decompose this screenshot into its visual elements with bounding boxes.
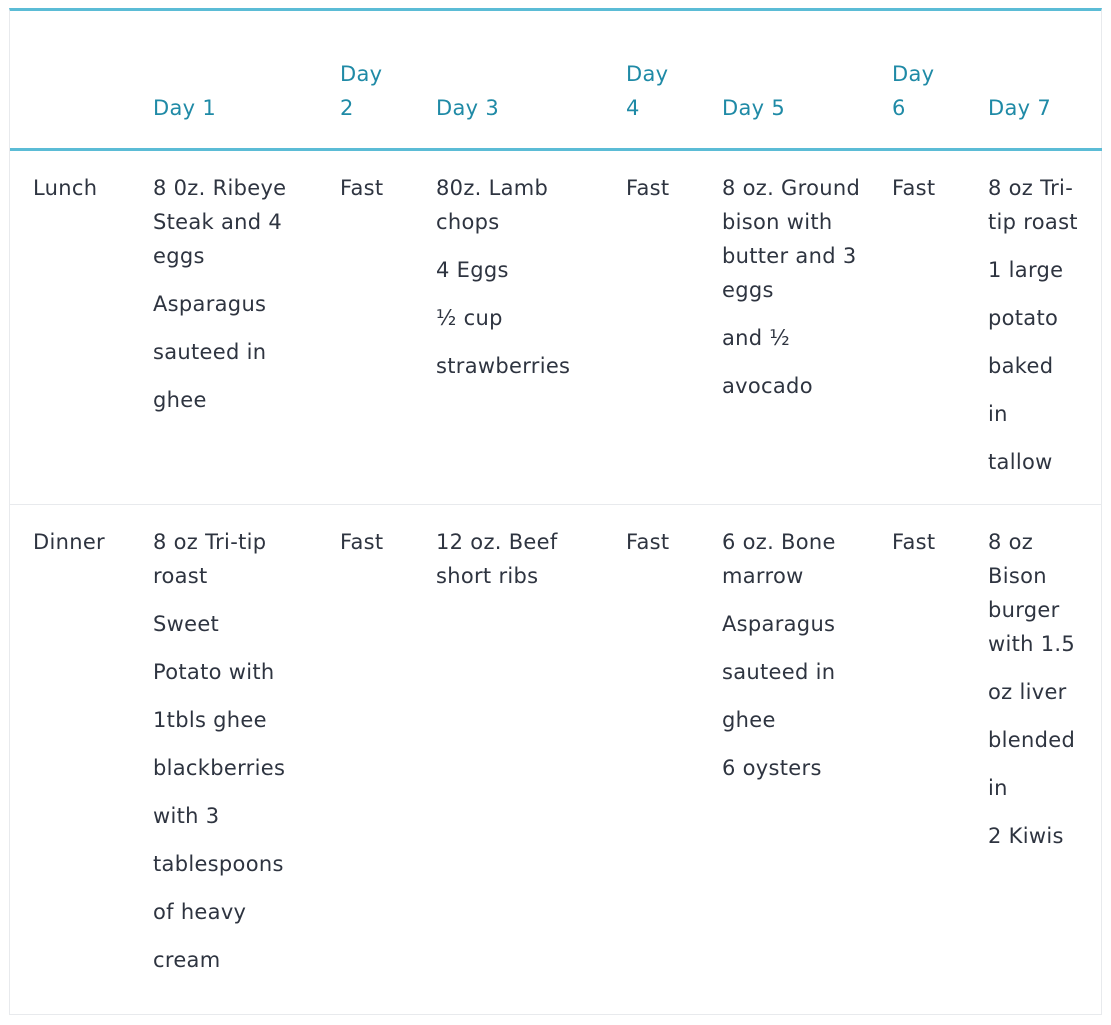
- meal-sub-text: 6 oysters: [722, 756, 822, 780]
- meal-sub-text: ½ cup: [436, 306, 503, 330]
- meal-cell-day-2: [317, 505, 413, 1003]
- meal-sub-text: ghee: [153, 388, 207, 412]
- meal-sub-text: in: [988, 402, 1008, 426]
- meal-cell-day-7: [965, 150, 1102, 505]
- meal-sub-text: sauteed in: [722, 660, 836, 684]
- meal-sub-text: in: [988, 776, 1008, 800]
- header-day-1: Day 1: [130, 11, 317, 150]
- meal-main-text: 8 0z. Ribeye Steak and 4 eggs: [153, 176, 287, 268]
- meal-sub-text: 1 large: [988, 258, 1064, 282]
- meal-sub-text: blackberries: [153, 756, 286, 780]
- meal-main-text: Fast: [892, 176, 936, 200]
- meal-sub-text: strawberries: [436, 354, 571, 378]
- row-label: Dinner: [33, 530, 105, 554]
- header-day-5: Day 5: [699, 11, 869, 150]
- meal-sub-text: avocado: [722, 374, 813, 398]
- meal-sub-text: of heavy: [153, 900, 247, 924]
- meal-main-text: 6 oz. Bone marrow: [722, 530, 836, 588]
- meal-main-text: 12 oz. Beef short ribs: [436, 530, 558, 588]
- meal-sub-text: 4 Eggs: [436, 258, 509, 282]
- meal-cell-day-3: [413, 150, 603, 505]
- header-row: [10, 11, 1102, 150]
- meal-cell-day-7: [965, 505, 1102, 1003]
- header-day-7: Day 7: [965, 11, 1102, 150]
- meal-sub-text: Potato with: [153, 660, 275, 684]
- meal-cell-day-5: [699, 505, 869, 1003]
- meal-cell-day-5: [699, 150, 869, 505]
- header-day-3: Day 3: [413, 11, 603, 150]
- meal-main-text: Fast: [340, 530, 384, 554]
- meal-main-text: 8 oz Tri-tip roast: [988, 176, 1078, 234]
- meal-main-text: 8 oz Tri-tip roast: [153, 530, 267, 588]
- meal-sub-text: and ½: [722, 326, 791, 350]
- header-corner: [10, 11, 130, 150]
- header-day-6-text: Day 6: [892, 62, 935, 120]
- meal-plan-table: [10, 11, 1102, 1002]
- meal-cell-day-6: [869, 150, 965, 505]
- meal-sub-text: oz liver: [988, 680, 1067, 704]
- meal-sub-text: 2 Kiwis: [988, 824, 1064, 848]
- meal-main-text: 8 oz. Ground bison with butter and 3 eggs: [722, 176, 861, 302]
- meal-cell-day-1: [130, 150, 317, 505]
- meal-sub-text: potato: [988, 306, 1059, 330]
- meal-sub-text: blended: [988, 728, 1076, 752]
- meal-sub-text: cream: [153, 948, 221, 972]
- meal-sub-text: sauteed in: [153, 340, 267, 364]
- meal-sub-text: ghee: [722, 708, 776, 732]
- table-row-lunch: [10, 150, 1102, 505]
- meal-main-text: 80z. Lamb chops: [436, 176, 549, 234]
- header-day-4: [603, 11, 699, 150]
- row-label: Lunch: [10, 150, 130, 505]
- meal-cell-day-4: [603, 505, 699, 1003]
- meal-sub-text: Sweet: [153, 612, 220, 636]
- meal-main-text: Fast: [626, 530, 670, 554]
- meal-sub-text: with 3: [153, 804, 220, 828]
- meal-sub-text: baked: [988, 354, 1054, 378]
- meal-sub-text: 1tbls ghee: [153, 708, 267, 732]
- meal-sub-text: Asparagus: [153, 292, 267, 316]
- header-day-6: [869, 11, 965, 150]
- meal-main-text: Fast: [340, 176, 384, 200]
- meal-main-text: Fast: [892, 530, 936, 554]
- meal-cell-day-4: [603, 150, 699, 505]
- meal-cell-day-2: [317, 150, 413, 505]
- meal-sub-text: tablespoons: [153, 852, 284, 876]
- meal-cell-day-6: [869, 505, 965, 1003]
- table-row-dinner: [10, 505, 1102, 1003]
- meal-cell-day-3: [413, 505, 603, 1003]
- meal-cell-day-1: [130, 505, 317, 1003]
- header-day-4-text: Day 4: [626, 62, 669, 120]
- header-day-2: [317, 11, 413, 150]
- header-day-2-text: Day 2: [340, 62, 383, 120]
- meal-main-text: Fast: [626, 176, 670, 200]
- meal-sub-text: Asparagus: [722, 612, 836, 636]
- meal-plan-table-container: [9, 8, 1102, 1015]
- meal-main-text: 8 oz Bison burger with 1.5: [988, 530, 1076, 656]
- meal-sub-text: tallow: [988, 450, 1053, 474]
